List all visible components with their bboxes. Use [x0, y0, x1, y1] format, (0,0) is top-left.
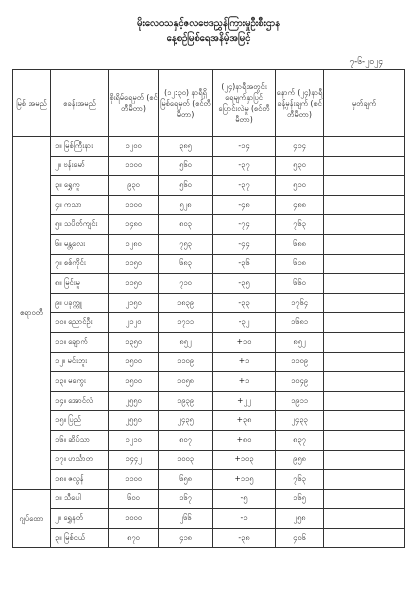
table-row	[13, 215, 405, 235]
table-row	[13, 234, 405, 254]
change-cell: -၃၈	[213, 528, 276, 548]
table-row	[13, 391, 405, 411]
current-level-cell: ၂၆၆	[159, 509, 213, 529]
remarks-cell	[324, 274, 405, 294]
remarks-cell	[324, 156, 405, 176]
station-cell: ၂။ ဗန်းမော်	[51, 156, 109, 176]
table-row	[13, 156, 405, 176]
forecast-cell: ၆၁၈	[276, 254, 324, 274]
remarks-cell	[324, 332, 405, 352]
current-level-cell: ၆၈၃	[159, 254, 213, 274]
station-cell: ၁။ မြစ်ကြီးနား	[51, 137, 109, 157]
danger-level-cell: ၁၀၀၀	[109, 509, 159, 529]
table-row	[13, 352, 405, 372]
forecast-cell: ၆၈၈	[276, 234, 324, 254]
current-level-cell: ၅၆၀	[159, 156, 213, 176]
station-cell: ၂။ ရွှေနတ်	[51, 509, 109, 529]
danger-level-cell: ၉၃၀	[109, 176, 159, 196]
current-level-cell: ၅၂၈	[159, 195, 213, 215]
danger-level-cell: ၆၀၀	[109, 489, 159, 509]
remarks-cell	[324, 450, 405, 470]
header-remarks: မှတ်ချက်	[324, 70, 405, 137]
remarks-cell	[324, 313, 405, 333]
station-cell: ၃။ မြစ်ငယ်	[51, 528, 109, 548]
table-row	[13, 528, 405, 548]
danger-level-cell: ၁၅၀၀	[109, 352, 159, 372]
forecast-cell: ၁၆၅	[276, 489, 324, 509]
danger-level-cell: ၁၁၅၀	[109, 254, 159, 274]
forecast-cell: ၂၅၈	[276, 509, 324, 529]
current-level-cell: ၁၉၃၉	[159, 391, 213, 411]
report-title: မိုးလေဝသနှင့်ဇလဗေဒညွှန်ကြားမှုဦးစီးဌာန	[137, 18, 280, 29]
forecast-cell: ၁၁၀၉	[276, 352, 324, 372]
change-cell: -၅	[213, 489, 276, 509]
header-forecast: နောက် (၂၄)နာရီ ခန့်မှန်းချက် (စင်တီမီတာ)	[276, 70, 324, 137]
remarks-cell	[324, 391, 405, 411]
forecast-cell: ၅၃၀	[276, 156, 324, 176]
change-cell: +၁၁၅	[213, 470, 276, 490]
change-cell: +၁	[213, 372, 276, 392]
danger-level-cell: ၂၁၅၀	[109, 293, 159, 313]
table-row	[13, 509, 405, 529]
forecast-cell: ၈၅၂	[276, 332, 324, 352]
danger-level-cell: ၁၂၈၀	[109, 234, 159, 254]
remarks-cell	[324, 234, 405, 254]
table-row	[13, 195, 405, 215]
remarks-cell	[324, 195, 405, 215]
table-row	[13, 254, 405, 274]
forecast-cell: ၈၃၇	[276, 430, 324, 450]
current-level-cell: ၁၀၀၃	[159, 450, 213, 470]
report-subtitle: နေ့စဉ်မြစ်ရေအနိမ့်အမြင့်	[166, 33, 251, 44]
table-row	[13, 470, 405, 490]
table-row	[13, 411, 405, 431]
danger-level-cell: ၁၁၀၀	[109, 470, 159, 490]
change-cell: +၁၀၃	[213, 450, 276, 470]
current-level-cell: ၆၅၈	[159, 470, 213, 490]
change-cell: -၄၄	[213, 234, 276, 254]
remarks-cell	[324, 528, 405, 548]
remarks-cell	[324, 411, 405, 431]
station-cell: ၈။ မြင်းမူ	[51, 274, 109, 294]
river-name-cell: ဧရာဝတီ	[13, 137, 51, 490]
change-cell: -၃၂	[213, 313, 276, 333]
station-cell: ၆။ မန္တလေး	[51, 234, 109, 254]
table-row	[13, 430, 405, 450]
forecast-cell: ၆၆၀	[276, 274, 324, 294]
danger-level-cell: ၁၁၅၀	[109, 274, 159, 294]
table-row	[13, 372, 405, 392]
change-cell: -၁၄	[213, 137, 276, 157]
forecast-cell: ၁၇၆၄	[276, 293, 324, 313]
table-row	[13, 313, 405, 333]
station-cell: ၁၅။ ပြည်	[51, 411, 109, 431]
forecast-cell: ၇၆၃	[276, 215, 324, 235]
remarks-cell	[324, 372, 405, 392]
table-row	[13, 450, 405, 470]
station-cell: ၁။ သီပေါ	[51, 489, 109, 509]
danger-level-cell: ၁၂၁၀	[109, 430, 159, 450]
current-level-cell: ၈၀၇	[159, 430, 213, 450]
forecast-cell: ၄၁၄	[276, 137, 324, 157]
station-cell: ၁၈။ ဇလွန်	[51, 470, 109, 490]
station-cell: ၁၀။ ညောင်ဦး	[51, 313, 109, 333]
station-cell: ၁၃။ မကွေး	[51, 372, 109, 392]
remarks-cell	[324, 352, 405, 372]
danger-level-cell: ၁၁၀၀	[109, 195, 159, 215]
table-row	[13, 332, 405, 352]
remarks-cell	[324, 470, 405, 490]
change-cell: -၃၇	[213, 156, 276, 176]
header-danger-level: စိုးရိမ်ရေမှတ် (စင်တီမီတာ)	[109, 70, 159, 137]
water-level-table	[12, 69, 405, 548]
current-level-cell: ၄၁၈	[159, 528, 213, 548]
table-row	[13, 489, 405, 509]
danger-level-cell: ၁၄၈၀	[109, 215, 159, 235]
remarks-cell	[324, 254, 405, 274]
current-level-cell: ၅၆၀	[159, 176, 213, 196]
danger-level-cell: ၂၅၅၀	[109, 411, 159, 431]
change-cell: -၇၄	[213, 215, 276, 235]
forecast-cell: ၁၉၁၁	[276, 391, 324, 411]
change-cell: +၂၂	[213, 391, 276, 411]
current-level-cell: ၁၁၀၉	[159, 352, 213, 372]
change-cell: -၃၅	[213, 274, 276, 294]
header-station: စခန်းအမည်	[51, 70, 109, 137]
header-river: မြစ် အမည်	[13, 70, 51, 137]
table-body	[13, 137, 405, 548]
table-row	[13, 293, 405, 313]
report-date: ၇-၆-၂၀၂၄	[349, 57, 383, 67]
forecast-cell: ၁၀၄၉	[276, 372, 324, 392]
danger-level-cell: ၁၁၀၀	[109, 156, 159, 176]
table-row	[13, 137, 405, 157]
forecast-cell: ၅၁၀	[276, 176, 324, 196]
danger-level-cell: ၂၅၅၀	[109, 391, 159, 411]
change-cell: +၁	[213, 352, 276, 372]
change-cell: -၃၃	[213, 293, 276, 313]
station-cell: ၃။ ရွှေကူ	[51, 176, 109, 196]
danger-level-cell: ၁၄၄၂	[109, 450, 159, 470]
current-level-cell: ၁၇၁၁	[159, 313, 213, 333]
river-name-cell: ဂျပ်ထော	[13, 489, 51, 548]
remarks-cell	[324, 489, 405, 509]
forecast-cell: ၁၆၈၁	[276, 313, 324, 333]
danger-level-cell: ၈၇၀	[109, 528, 159, 548]
remarks-cell	[324, 215, 405, 235]
station-cell: ၁၆။ ဆိပ်သာ	[51, 430, 109, 450]
current-level-cell: ၁၀၅၈	[159, 372, 213, 392]
remarks-cell	[324, 430, 405, 450]
forecast-cell: ၄၀၆	[276, 528, 324, 548]
current-level-cell: ၁၈၃၉	[159, 293, 213, 313]
table-header-row	[13, 70, 405, 137]
danger-level-cell: ၂၁၂၀	[109, 313, 159, 333]
danger-level-cell: ၁၂၀၀	[109, 137, 159, 157]
current-level-cell: ၇၁၀	[159, 274, 213, 294]
station-cell: ၁၄။ အောင်လံ	[51, 391, 109, 411]
change-cell: -၄၈	[213, 195, 276, 215]
remarks-cell	[324, 293, 405, 313]
station-cell: ၄။ ကသာ	[51, 195, 109, 215]
table-row	[13, 274, 405, 294]
current-level-cell: ၈၀၃	[159, 215, 213, 235]
header-current-level: (၁၂:၃၀) နာရီရှိ မြစ်ရေမှတ် (စင်တီမီတာ)	[159, 70, 213, 137]
current-level-cell: ၇၅၃	[159, 234, 213, 254]
danger-level-cell: ၁၃၅၀	[109, 332, 159, 352]
change-cell: -၃၇	[213, 176, 276, 196]
station-cell: ၁၁။ ချောက်	[51, 332, 109, 352]
forecast-cell: ၉၅၈	[276, 450, 324, 470]
current-level-cell: ၂၄၃၅	[159, 411, 213, 431]
change-cell: +၈၀	[213, 430, 276, 450]
remarks-cell	[324, 137, 405, 157]
forecast-cell: ၂၄၃၃	[276, 411, 324, 431]
current-level-cell: ၈၅၂	[159, 332, 213, 352]
forecast-cell: ၄၈၈	[276, 195, 324, 215]
danger-level-cell: ၁၅၀၀	[109, 372, 159, 392]
change-cell: +၃၈	[213, 411, 276, 431]
current-level-cell: ၃၈၅	[159, 137, 213, 157]
change-cell: -၁	[213, 509, 276, 529]
table-row	[13, 176, 405, 196]
station-cell: ၅။ သပိတ်ကျင်း	[51, 215, 109, 235]
change-cell: +၁၀	[213, 332, 276, 352]
station-cell: ၇။ စစ်ကိုင်း	[51, 254, 109, 274]
station-cell: ၁၂။ မင်းဘူး	[51, 352, 109, 372]
remarks-cell	[324, 176, 405, 196]
station-cell: ၁၇။ ဟင်္သာတ	[51, 450, 109, 470]
forecast-cell: ၇၆၃	[276, 470, 324, 490]
current-level-cell: ၁၆၇	[159, 489, 213, 509]
station-cell: ၉။ ပခုက္ကူ	[51, 293, 109, 313]
change-cell: -၃၆	[213, 254, 276, 274]
header-24h-change: (၂၄)နာရီအတွင်း ရေမျက်နှာပြင် ပြောင်းလဲမှု (စင်တီမီတာ)	[213, 70, 276, 137]
remarks-cell	[324, 509, 405, 529]
